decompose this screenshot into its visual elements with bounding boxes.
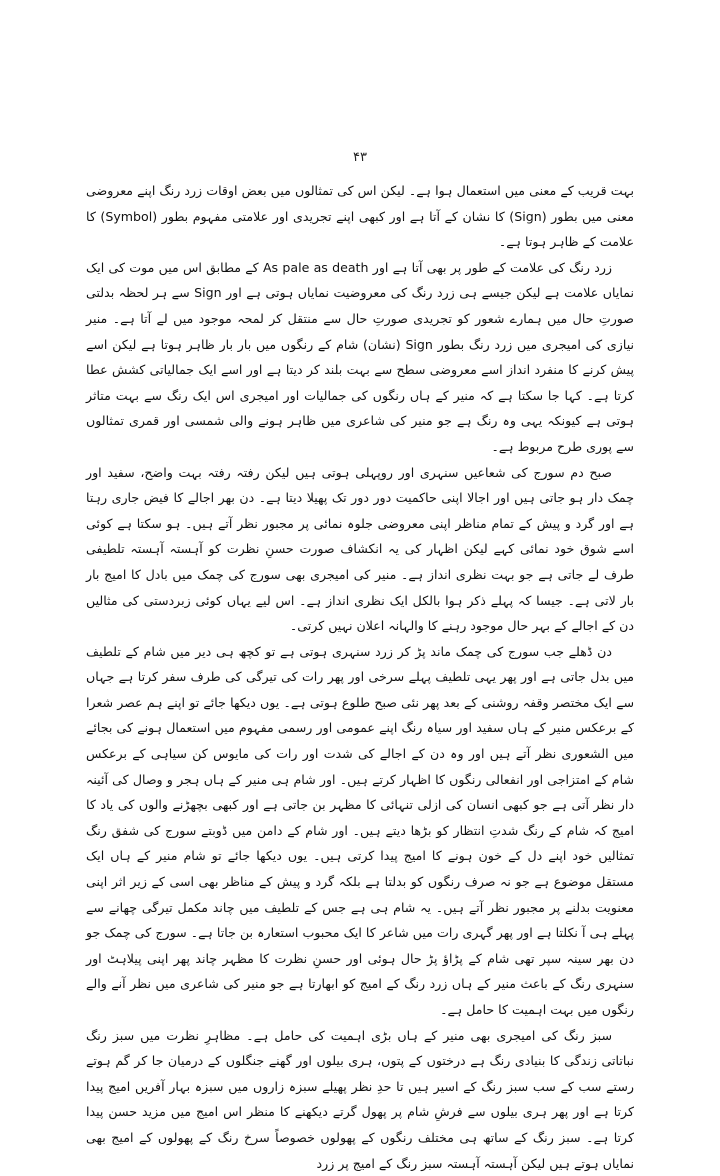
body-text — [86, 178, 634, 1176]
paragraph-5: سبز رنگ کی امیجری بھی منیر کے ہاں بڑی اہمیت کی حامل ہے۔ مظاہرِ نظرت میں سبز رنگ نباتاتی زندگی کا بنیادی رنگ ہے درختوں کے پتوں، ہری بیلوں اور گھنے جنگلوں کے درمیان جا کر گم ہوتے رستے سب کے سب سبز رنگ کے اسیر ہیں تا حدِ نظر پھیلے سبزہ زاروں میں سبزہ بہار آفریں امیج پیدا کرتا ہے اور پھر ہری بیلوں سے فرشِ شام پر پھول گرتے دیکھنے کا منظر اس امیج میں مزید حسن پیدا کرتا ہے۔ سبز رنگ کے ساتھ ہی مختلف رنگوں کے پھولوں خصوصاً سرخ رنگ کے پھولوں کے امیج بھی نمایاں ہوتے ہیں لیکن آہستہ آہستہ سبز رنگ کے امیج پر زرد — [86, 1027, 634, 1171]
page-number: ۴۳ — [353, 150, 367, 165]
paragraph-4: دن ڈھلے جب سورج کی چمک ماند پڑ کر زرد سنہری ہوتی ہے تو کچھ ہی دیر میں شام کے تلطیف میں بدل جاتی ہے اور پھر یہی تلطیف پہلے سرخی اور پھر رات کی تیرگی کی طرف سفر کرتا ہے جہاں سے ایک مختصر وقفہ روشنی کے بعد پھر نئی صبح طلوع ہوتی ہے۔ یوں دیکھا جائے تو اپنے ہم عصر شعرا کے برعکس منیر کے ہاں سفید اور سیاہ رنگ اپنے عمومی اور رسمی مفہوم میں استعمال ہونے کی بجائے میں الشعوری نظر آتے ہیں اور وہ دن کے اجالے کی شدت اور رات کی مایوس کن سیاہی کے برعکس شام کے امتزاجی اور انفعالی رنگوں کا اظہار کرتے ہیں۔ اور شام ہی منیر کے ہاں ہجر و وصال کی آئینہ دار نظر آتی ہے جو کبھی انسان کی ازلی تنہائی کا مظہر بن جاتی ہے اور کبھی بچھڑنے والوں کی یاد کا امیج کہ شام کے رنگ شدتِ انتظار کو بڑھا دیتے ہیں۔ اور شام کے دامن میں ڈوبتے سورج کی شفق رنگ تمثالیں خود اپنے دل کے خون ہونے کا امیج پیدا کرتی ہیں۔ یوں دیکھا جائے تو شام منیر کے ہاں ایک مستقل موضوع ہے جو نہ صرف رنگوں کو بدلتا ہے بلکہ گرد و پیش کے مناظر بھی اسی کے زیر اثر اپنی معنویت بدلنے پر مجبور نظر آتے ہیں۔ یہ شام ہی ہے جس کے تلطیف میں چاند مکمل تیرگی چھانے سے پہلے ہی آ نکلتا ہے اور پھر گہری رات میں شاعر کا ایک محبوب استعارہ بن جاتا ہے۔ سورج کی چمک جو دن بھر سینہ سپر تھی شام کے پڑاؤ پڑ حال ہوئی اور حسنِ نظرت کا مظہر چاند پھر اپنی پیلاہٹ اور سنہری رنگ کے باعث منیر کے ہاں زرد رنگ کے امیج کو ابھارتا ہے جو منیر کی شاعری میں نظر آنے والے رنگوں میں بہت اہمیت کا حامل ہے۔ — [86, 643, 634, 1017]
paragraph-2: زرد رنگ کی علامت کے طور پر بھی آتا ہے اور As pale as death کے مطابق اس میں موت کی ایک نمایاں علامت ہے لیکن جیسے ہی زرد رنگ کی معروضیت نمایاں ہوتی ہے اور Sign سے ہر لحظہ بدلتی صورتِ حال میں ہمارے شعور کو تجریدی صورتِ حال سے منتقل کر لمحہ موجود میں لے آتا ہے۔ منیر نیازی کی امیجری میں زرد رنگ بطور Sign (نشان) شام کے رنگوں میں بار بار ظاہر ہوتا ہے لیکن اسے پیش کرنے کا منفرد انداز اسے معروضی سطح سے بہت بلند کر دیتا ہے اور اسے ایک جمالیاتی کشش عطا کرتا ہے۔ کہا جا سکتا ہے کہ منیر کے ہاں رنگوں کی جمالیات اور امیجری اس ایک رنگ سے بہت متاثر ہوتی ہے کیونکہ یہی وہ رنگ ہے جو منیر کی شاعری میں ظاہر ہونے والی شمسی اور قمری تمثالوں سے پوری طرح مربوط ہے۔ — [86, 259, 635, 454]
paragraph-3: صبح دم سورج کی شعاعیں سنہری اور روپہلی ہوتی ہیں لیکن رفتہ رفتہ بہت واضح، سفید اور چمک دار ہو جاتی ہیں اور اجالا اپنی حاکمیت دور دور تک پھیلا دیتا ہے۔ دن بھر اجالے کا فیض جاری رہتا ہے اور گرد و پیش کے تمام مناظر اپنی معروضی جلوہ نمائی پر مجبور نظر آتے ہیں۔ ہو سکتا ہے کوئی اسے شوق خود نمائی کہے لیکن اظہار کی یہ انکشاف صورت حسنِ نظرت کو آہستہ آہستہ تلطیفی طرف لے جاتی ہے جو بہت نظری انداز ہے۔ منیر کی امیجری بھی سورج کی چمک میں بادل کا امیج بار بار لاتی ہے۔ جیسا کہ پہلے ذکر ہوا بالکل ایک نظری انداز ہے۔ اس لیے یہاں کوئی زبردستی کی مثالیں دن کے اجالے کے بہر حال موجود رہنے کا والہانہ اعلان نہیں کرتی۔ — [86, 464, 634, 634]
paragraph-1: بہت قریب کے معنی میں استعمال ہوا ہے۔ لیکن اس کی تمثالوں میں بعض اوقات زرد رنگ اپنے معروضی معنی میں بطور (Sign) کا نشان کے آتا ہے اور کبھی اپنے تجریدی اور علامتی مفہوم بطور (Symbol) کا علامت کے ظاہر ہوتا ہے۔ — [86, 183, 634, 250]
